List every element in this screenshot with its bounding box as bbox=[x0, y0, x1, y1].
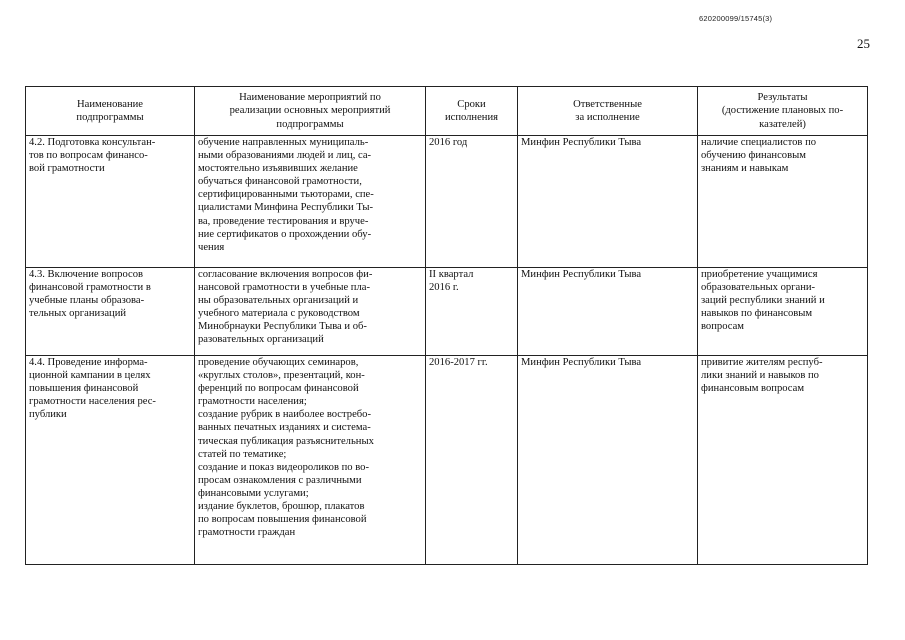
cell-deadline: 2016-2017 гг. bbox=[426, 356, 518, 565]
table-row bbox=[26, 356, 868, 565]
cell-results: приобретение учащимися образовательных органи- заций республики знаний и навыков по финансовым вопросам bbox=[698, 268, 868, 356]
table-row bbox=[26, 268, 868, 356]
cell-subprogram: 4.2. Подготовка консультан- тов по вопросам финансо- вой грамотности bbox=[26, 136, 195, 268]
cell-deadline: 2016 год bbox=[426, 136, 518, 268]
page-number: 25 bbox=[857, 36, 870, 51]
document-id: 620200099/15745(3) bbox=[699, 14, 773, 23]
cell-subprogram: 4.3. Включение вопросов финансовой грамотности в учебные планы образова- тельных организаций bbox=[26, 268, 195, 356]
cell-responsible: Минфин Республики Тыва bbox=[518, 268, 698, 356]
cell-responsible: Минфин Республики Тыва bbox=[518, 356, 698, 565]
cell-results: наличие специалистов по обучению финансовым знаниям и навыкам bbox=[698, 136, 868, 268]
activities-table bbox=[25, 86, 868, 565]
cell-activities: обучение направленных муниципаль- ными образованиями людей и лиц, са- мостоятельно изъявивших желание обучаться финансовой грамотности, сертифицированными тьюторами, спе- циалистами Минфина Республики Ты- ва, проведение тестирования и вруче- ние сертификатов о прохождении обу- чения bbox=[195, 136, 426, 268]
column-header-activities: Наименование мероприятий по реализации основных мероприятий подпрограммы bbox=[195, 87, 426, 136]
cell-results: привитие жителям респуб- лики знаний и навыков по финансовым вопросам bbox=[698, 356, 868, 565]
table-header-row bbox=[26, 87, 868, 136]
table-row bbox=[26, 136, 868, 268]
cell-subprogram: 4.4. Проведение информа- ционной кампании в целях повышения финансовой грамотности населения рес- публики bbox=[26, 356, 195, 565]
cell-deadline: II квартал 2016 г. bbox=[426, 268, 518, 356]
column-header-results: Результаты (достижение плановых по- казателей) bbox=[698, 87, 868, 136]
cell-responsible: Минфин Республики Тыва bbox=[518, 136, 698, 268]
column-header-subprogram: Наименование подпрограммы bbox=[26, 87, 195, 136]
column-header-deadline: Сроки исполнения bbox=[426, 87, 518, 136]
cell-activities: проведение обучающих семинаров, «круглых столов», презентаций, кон- ференций по вопросам финансовой грамотности населения; создание рубрик в наиболее востребо- ванных печатных изданиях и системa- тическая публикация разъяснительных статей по тематике; создание и показ видеороликов по во- просам ознакомления с различными финансовыми услугами; издание буклетов, брошюр, плакатов по вопросам повышения финансовой грамотности граждан bbox=[195, 356, 426, 565]
column-header-responsible: Ответственные за исполнение bbox=[518, 87, 698, 136]
cell-activities: согласование включения вопросов фи- нансовой грамотности в учебные пла- ны образовательных организаций и учебного материала с руководством Минобрнауки Республики Тыва и об- разовательных организаций bbox=[195, 268, 426, 356]
